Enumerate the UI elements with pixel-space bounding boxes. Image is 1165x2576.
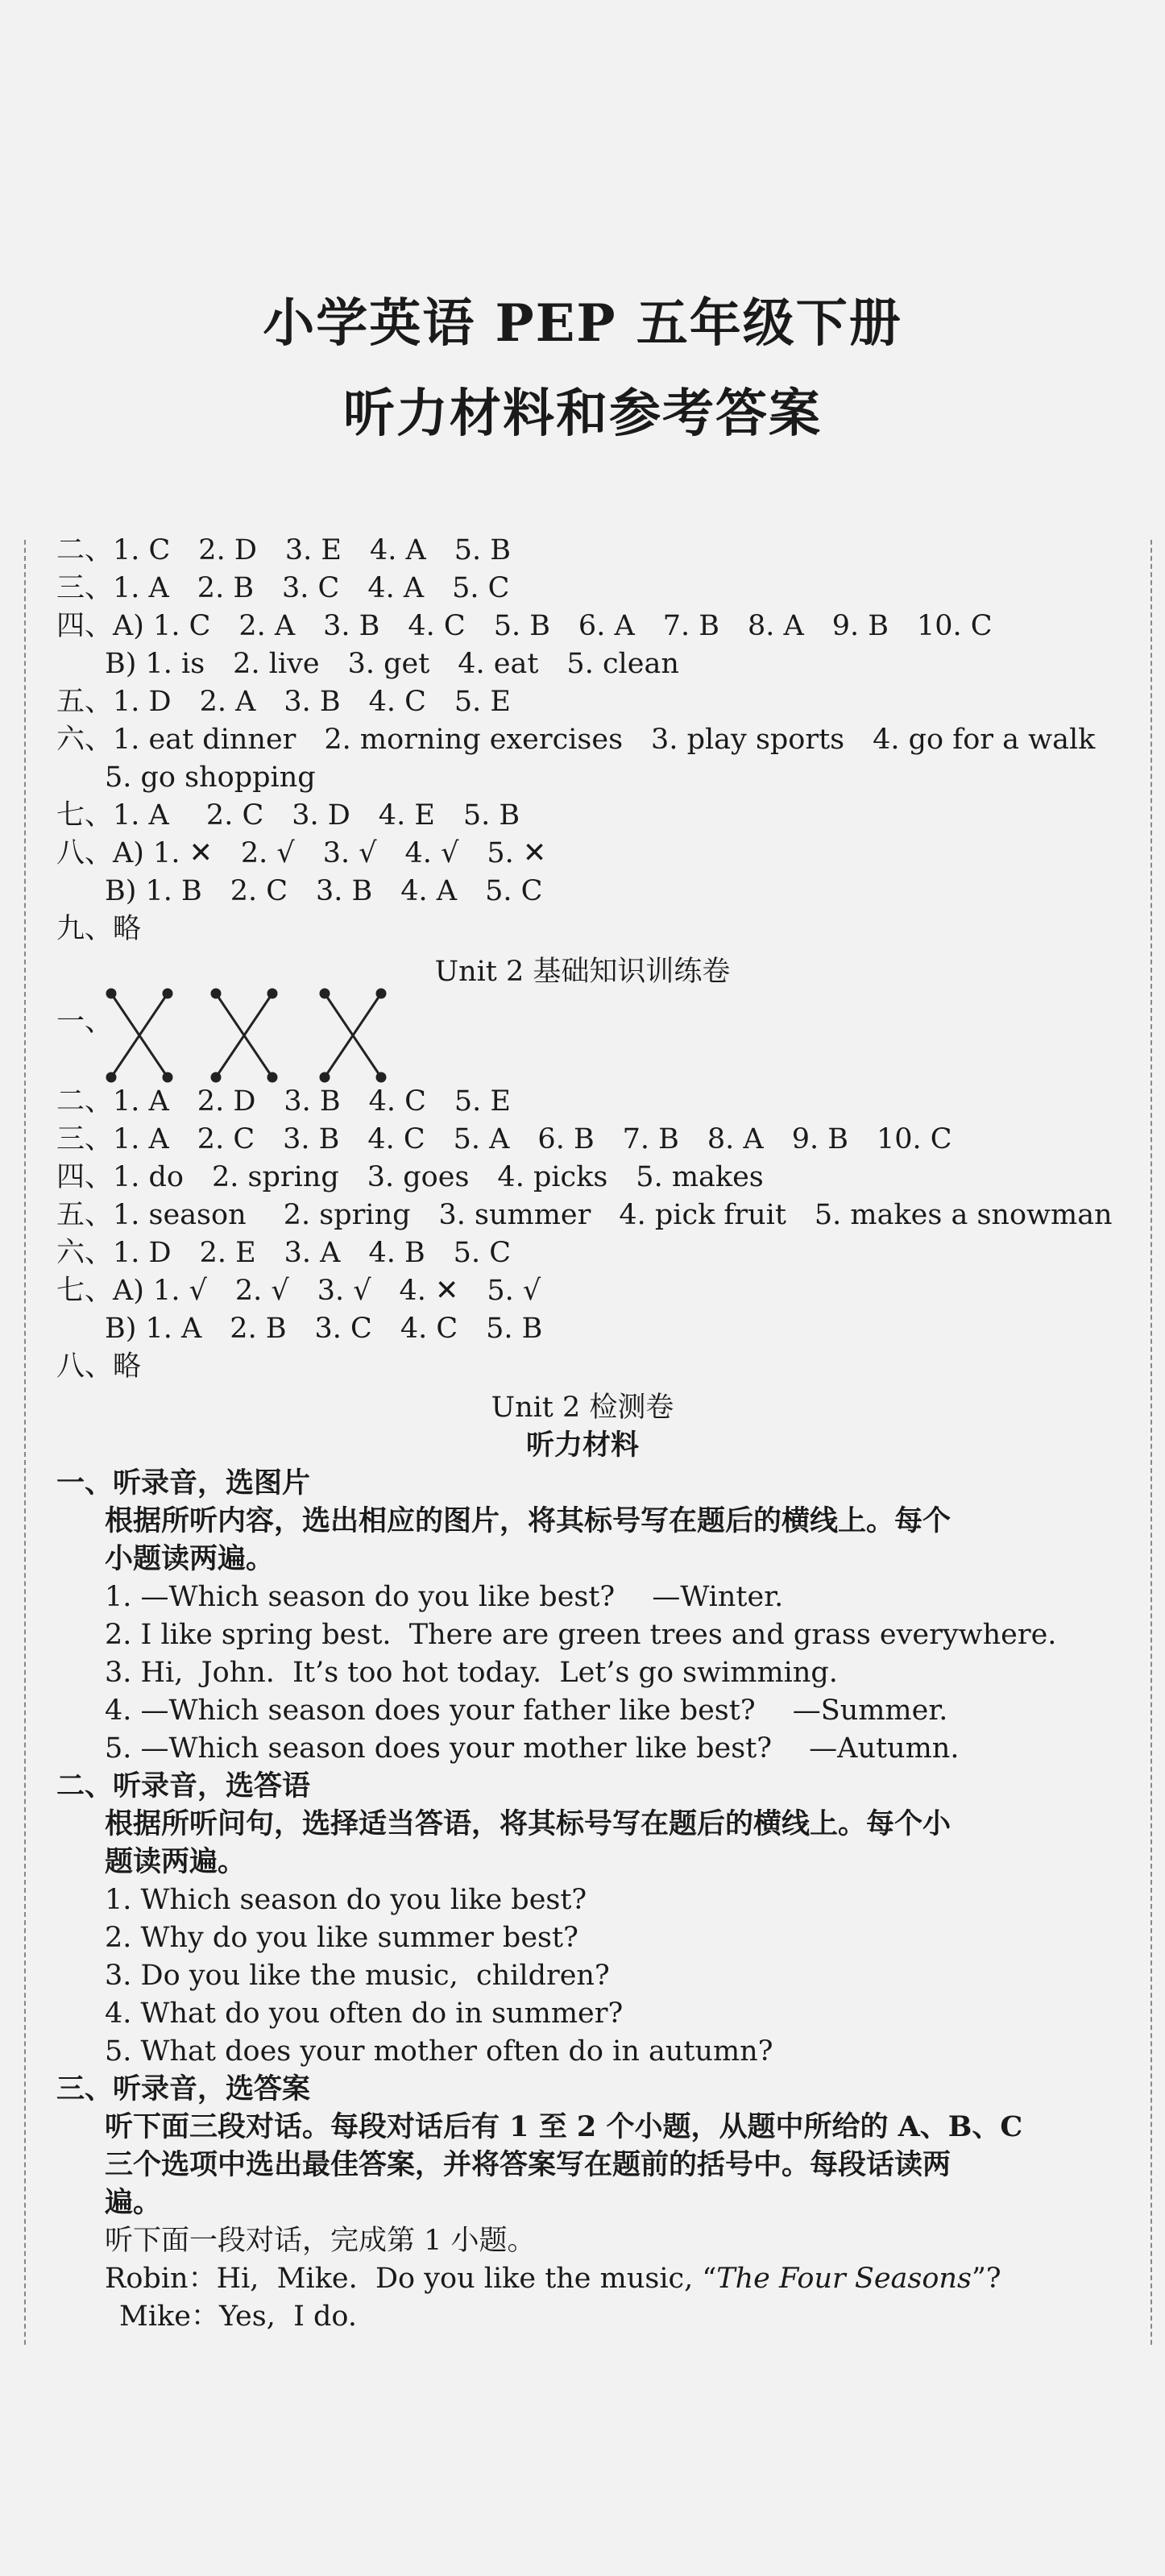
answer-line: 一、 (56, 1006, 114, 1038)
dialog-line: Mike：Yes, I do. (119, 2300, 358, 2333)
match-dot (164, 1073, 172, 1081)
listening-item: 5. What does your mother often do in autumn? (105, 2035, 773, 2068)
listening-item: 1. —Which season do you like best? —Winter. (105, 1581, 784, 1613)
match-dot (377, 989, 385, 998)
part-title: 三、听录音，选答案 (56, 2072, 311, 2105)
listening-item: 3. Do you like the music, children? (105, 1960, 610, 1992)
match-dot (268, 1073, 276, 1081)
answer-line: 七、A) 1. √ 2. √ 3. √ 4. ✕ 5. √ (56, 1275, 541, 1307)
match-dot (321, 1073, 329, 1081)
answer-line: 五、1. D 2. A 3. B 4. C 5. E (56, 686, 511, 718)
listening-item: 2. I like spring best. There are green trees and grass everywhere. (105, 1619, 1057, 1651)
part-title: 一、听录音，选图片 (56, 1466, 311, 1500)
answer-line: 三、1. A 2. C 3. B 4. C 5. A 6. B 7. B 8. A 9. B 10. C (56, 1123, 952, 1155)
answer-line: B) 1. A 2. B 3. C 4. C 5. B (105, 1313, 543, 1345)
answer-line: 四、1. do 2. spring 3. goes 4. picks 5. makes (56, 1161, 764, 1193)
instruction: 三个选项中选出最佳答案，并将答案写在题前的括号中。每段话读两 (105, 2148, 951, 2181)
part-title: 二、听录音，选答语 (56, 1769, 311, 1802)
listening-item: 4. —Which season does your father like best? —Summer. (105, 1695, 948, 1727)
instruction: 听下面一段对话，完成第 1 小题。 (105, 2225, 536, 2257)
match-dot (377, 1073, 385, 1081)
instruction: 根据所听问句，选择适当答语，将其标号写在题后的横线上。每个小 (105, 1807, 951, 1840)
answer-line: 六、1. eat dinner 2. morning exercises 3. play sports 4. go for a walk (56, 724, 1096, 756)
answer-line: 八、略 (56, 1350, 142, 1383)
listening-item: 4. What do you often do in summer? (105, 1997, 624, 2030)
match-dot (268, 989, 276, 998)
answer-line: 三、1. A 2. B 3. C 4. A 5. C (56, 572, 510, 604)
answer-line: 二、1. C 2. D 3. E 4. A 5. B (56, 534, 511, 566)
instruction: 听下面三段对话。每段对话后有 1 至 2 个小题，从题中所给的 A、B、C (105, 2110, 1023, 2143)
answer-line: 九、略 (56, 913, 142, 945)
answer-line: B) 1. B 2. C 3. B 4. A 5. C (105, 875, 543, 907)
instruction: 根据所听内容，选出相应的图片，将其标号写在题后的横线上。每个 (105, 1504, 951, 1537)
match-dot (107, 1073, 115, 1081)
answer-line: 八、A) 1. ✕ 2. √ 3. √ 4. √ 5. ✕ (56, 837, 547, 869)
answer-line: 五、1. season 2. spring 3. summer 4. pick fruit 5. makes a snowman (56, 1199, 1113, 1231)
matching-lines-diagram (56, 987, 395, 1084)
answer-line: B) 1. is 2. live 3. get 4. eat 5. clean (105, 648, 679, 680)
dialog-line (105, 2262, 1001, 2296)
answer-line: 七、1. A 2. C 3. D 4. E 5. B (56, 799, 520, 832)
page-title: 小学英语 PEP 五年级下册 (263, 293, 902, 354)
dialog-text: Robin：Hi, Mike. Do you like the music, “ (105, 2263, 717, 2295)
match-dot (107, 989, 115, 998)
listening-item: 1. Which season do you like best? (105, 1884, 587, 1916)
answer-line: 二、1. A 2. D 3. B 4. C 5. E (56, 1085, 511, 1118)
match-dot (212, 1073, 220, 1081)
instruction: 题读两遍。 (105, 1845, 247, 1878)
page-subtitle: 听力材料和参考答案 (343, 384, 822, 444)
instruction: 遍。 (105, 2186, 162, 2219)
section-heading: Unit 2 基础知识训练卷 (434, 956, 731, 988)
answer-line: 5. go shopping (105, 761, 316, 794)
answer-line: 四、A) 1. C 2. A 3. B 4. C 5. B 6. A 7. B 8. A 9. B 10. C (56, 610, 993, 642)
match-dot (164, 989, 172, 998)
listening-item: 3. Hi, John. It’s too hot today. Let’s go swimming. (105, 1657, 838, 1689)
listening-item: 5. —Which season does your mother like best? —Autumn. (105, 1732, 960, 1765)
section-subheading: 听力材料 (525, 1429, 639, 1462)
answer-line: 六、1. D 2. E 3. A 4. B 5. C (56, 1237, 511, 1269)
match-dot (212, 989, 220, 998)
instruction: 小题读两遍。 (105, 1542, 275, 1575)
listening-item: 2. Why do you like summer best? (105, 1922, 578, 1954)
music-title: The Four Seasons (716, 2263, 972, 2295)
match-dot (321, 989, 329, 998)
section-heading: Unit 2 检测卷 (491, 1392, 674, 1424)
dialog-text: ”? (971, 2263, 1001, 2295)
